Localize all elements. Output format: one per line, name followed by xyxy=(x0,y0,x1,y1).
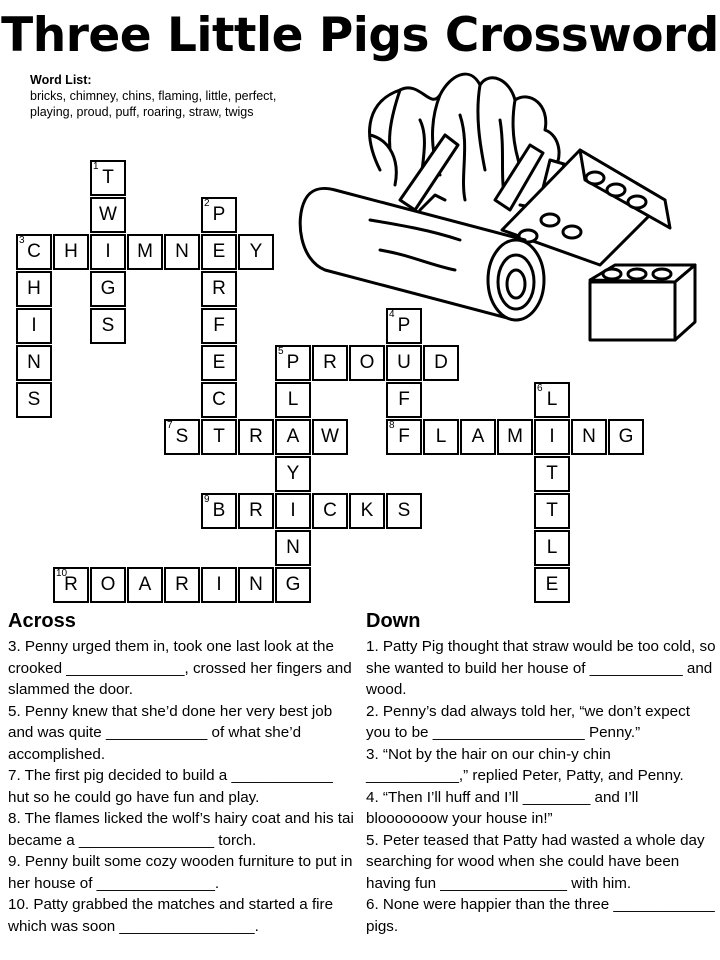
cell-letter: G xyxy=(100,278,116,299)
cell-letter: O xyxy=(100,574,116,595)
cell-letter: L xyxy=(546,389,558,410)
clue-number: 5 xyxy=(278,346,284,357)
grid-cell[interactable] xyxy=(201,382,237,418)
across-clue: 5. Penny knew that she’d done her very best job and was quite ____________ of what she’d accomplished. xyxy=(8,702,333,763)
grid-cell[interactable] xyxy=(386,345,422,381)
grid-cell[interactable] xyxy=(201,567,237,603)
grid-cell[interactable] xyxy=(16,382,52,418)
cell-letter: A xyxy=(138,574,152,595)
cell-letter: P xyxy=(212,204,226,225)
cell-letter: Y xyxy=(286,463,300,484)
cell-letter: I xyxy=(216,574,222,595)
cell-letter: R xyxy=(64,574,78,595)
grid-cell[interactable] xyxy=(16,308,52,344)
grid-cell[interactable] xyxy=(90,160,126,196)
grid-cell[interactable] xyxy=(534,456,570,492)
clue-number: 4 xyxy=(389,309,395,320)
cell-letter: E xyxy=(212,241,226,262)
grid-cell[interactable] xyxy=(127,234,163,270)
cell-letter: T xyxy=(546,463,558,484)
grid-cell[interactable] xyxy=(423,419,459,455)
grid-cell[interactable] xyxy=(571,419,607,455)
grid-cell[interactable] xyxy=(201,345,237,381)
grid-cell[interactable] xyxy=(534,382,570,418)
cell-letter: U xyxy=(397,352,411,373)
down-clues xyxy=(366,608,716,937)
grid-cell[interactable] xyxy=(201,419,237,455)
cell-letter: F xyxy=(398,426,410,447)
grid-cell[interactable] xyxy=(164,567,200,603)
grid-cell[interactable] xyxy=(275,567,311,603)
cell-letter: S xyxy=(397,500,411,521)
grid-cell[interactable] xyxy=(534,567,570,603)
cell-letter: T xyxy=(102,167,114,188)
across-clues xyxy=(8,608,358,937)
cell-letter: W xyxy=(321,426,339,447)
grid-cell[interactable] xyxy=(164,419,200,455)
cell-letter: R xyxy=(249,500,263,521)
grid-cell[interactable] xyxy=(53,234,89,270)
cell-letter: F xyxy=(213,315,225,336)
cell-letter: O xyxy=(359,352,375,373)
cell-letter: N xyxy=(286,537,300,558)
grid-cell[interactable] xyxy=(608,419,644,455)
cell-letter: F xyxy=(398,389,410,410)
down-clue: 6. None were happier than the three ____________ pigs. xyxy=(366,896,715,935)
clue-number: 7 xyxy=(167,420,173,431)
cell-letter: C xyxy=(27,241,41,262)
down-clue: 3. “Not by the hair on our chin-y chin ___________,” replied Peter, Patty, and Penny. xyxy=(366,745,684,784)
grid-cell[interactable] xyxy=(201,197,237,233)
cell-letter: A xyxy=(471,426,485,447)
grid-cell[interactable] xyxy=(90,234,126,270)
grid-cell[interactable] xyxy=(497,419,533,455)
grid-cell[interactable] xyxy=(460,419,496,455)
cell-letter: I xyxy=(105,241,111,262)
cell-letter: M xyxy=(507,426,523,447)
grid-cell[interactable] xyxy=(127,567,163,603)
grid-cell[interactable] xyxy=(238,419,274,455)
grid-cell[interactable] xyxy=(386,419,422,455)
grid-cell[interactable] xyxy=(90,308,126,344)
cell-letter: R xyxy=(249,426,263,447)
cell-letter: H xyxy=(27,278,41,299)
across-heading: Across xyxy=(8,610,76,632)
grid-cell[interactable] xyxy=(349,345,385,381)
clue-number: 6 xyxy=(537,383,543,394)
grid-cell[interactable] xyxy=(386,308,422,344)
cell-letter: T xyxy=(213,426,225,447)
cell-letter: N xyxy=(582,426,596,447)
grid-cell[interactable] xyxy=(275,345,311,381)
down-clue: 1. Patty Pig thought that straw would be too cold, so she wanted to build her house of ___________ and wood. xyxy=(366,638,716,698)
grid-cell[interactable] xyxy=(275,456,311,492)
grid-cell[interactable] xyxy=(534,530,570,566)
grid-cell[interactable] xyxy=(164,234,200,270)
cell-letter: P xyxy=(397,315,411,336)
grid-cell[interactable] xyxy=(90,567,126,603)
grid-cell[interactable] xyxy=(238,234,274,270)
cell-letter: A xyxy=(286,426,300,447)
cell-letter: G xyxy=(285,574,301,595)
grid-cell[interactable] xyxy=(423,345,459,381)
down-clue: 4. “Then I’ll huff and I’ll ________ and I’ll blooooooow your house in!” xyxy=(366,788,639,827)
word-list-label: Word List: xyxy=(30,73,92,87)
cell-letter: N xyxy=(27,352,41,373)
across-clue: 7. The first pig decided to build a ____________ hut so he could go have fun and play. xyxy=(8,767,333,806)
down-clue: 5. Peter teased that Patty had wasted a whole day searching for wood when she could have been having fun _______________ with him. xyxy=(366,831,705,892)
cell-letter: D xyxy=(434,352,448,373)
grid-cell[interactable] xyxy=(201,308,237,344)
clue-number: 2 xyxy=(204,198,210,209)
clue-number: 3 xyxy=(19,235,25,246)
grid-cell[interactable] xyxy=(238,567,274,603)
clue-number: 10 xyxy=(56,568,68,579)
cell-letter: I xyxy=(549,426,555,447)
cell-letter: G xyxy=(618,426,634,447)
grid-cell[interactable] xyxy=(275,382,311,418)
cell-letter: I xyxy=(31,315,37,336)
cell-letter: R xyxy=(175,574,189,595)
grid-cell[interactable] xyxy=(201,493,237,529)
cell-letter: N xyxy=(249,574,263,595)
page-title: Three Little Pigs Crossword xyxy=(1,8,719,63)
grid-cell[interactable] xyxy=(312,419,348,455)
grid-cell[interactable] xyxy=(312,345,348,381)
grid-cell[interactable] xyxy=(386,382,422,418)
cell-letter: H xyxy=(64,241,78,262)
cell-letter: R xyxy=(212,278,226,299)
across-clue: 10. Patty grabbed the matches and started a fire which was soon ________________. xyxy=(8,896,334,935)
cell-letter: L xyxy=(435,426,447,447)
grid-cell[interactable] xyxy=(90,197,126,233)
grid-cell[interactable] xyxy=(16,345,52,381)
cell-letter: S xyxy=(27,389,41,410)
across-clue: 8. The flames licked the wolf’s hairy coat and his tai became a ________________ torch. xyxy=(8,810,354,849)
down-heading: Down xyxy=(366,610,421,632)
cell-letter: S xyxy=(101,315,115,336)
cell-letter: N xyxy=(175,241,189,262)
grid-cell[interactable] xyxy=(53,567,89,603)
cell-letter: P xyxy=(286,352,300,373)
cell-letter: S xyxy=(175,426,189,447)
grid-cell[interactable] xyxy=(275,493,311,529)
across-clue: 3. Penny urged them in, took one last look at the crooked ______________, crossed her fingers and slammed the door. xyxy=(8,638,352,698)
cell-letter: B xyxy=(212,500,226,521)
cell-letter: L xyxy=(287,389,299,410)
cell-letter: R xyxy=(323,352,337,373)
grid-cell[interactable] xyxy=(201,271,237,307)
cell-letter: W xyxy=(99,204,117,225)
across-clue: 9. Penny built some cozy wooden furniture to put in her house of ______________. xyxy=(8,853,353,892)
cell-letter: K xyxy=(360,500,374,521)
cell-letter: I xyxy=(290,500,296,521)
word-list-words: bricks, chimney, chins, flaming, little, perfect, playing, proud, puff, roaring, straw, twigs xyxy=(30,89,277,119)
grid-cell[interactable] xyxy=(349,493,385,529)
grid-cell[interactable] xyxy=(238,493,274,529)
cell-letter: Y xyxy=(249,241,263,262)
grid-cell[interactable] xyxy=(534,493,570,529)
cell-letter: C xyxy=(323,500,337,521)
grid-cell[interactable] xyxy=(534,419,570,455)
cell-letter: L xyxy=(546,537,558,558)
cell-letter: E xyxy=(212,352,226,373)
clue-number: 9 xyxy=(204,494,210,505)
grid-cell[interactable] xyxy=(16,271,52,307)
cell-letter: C xyxy=(212,389,226,410)
grid-cell[interactable] xyxy=(201,234,237,270)
grid-cell[interactable] xyxy=(275,419,311,455)
grid-cell[interactable] xyxy=(16,234,52,270)
down-clue: 2. Penny’s dad always told her, “we don’t expect you to be __________________ Penny.” xyxy=(366,702,690,741)
cell-letter: E xyxy=(545,574,559,595)
grid-cell[interactable] xyxy=(386,493,422,529)
clue-number: 8 xyxy=(389,420,395,431)
cell-letter: T xyxy=(546,500,558,521)
cell-letter: M xyxy=(137,241,153,262)
grid-cell[interactable] xyxy=(312,493,348,529)
grid-cell[interactable] xyxy=(275,530,311,566)
clue-number: 1 xyxy=(93,161,99,172)
grid-cell[interactable] xyxy=(90,271,126,307)
